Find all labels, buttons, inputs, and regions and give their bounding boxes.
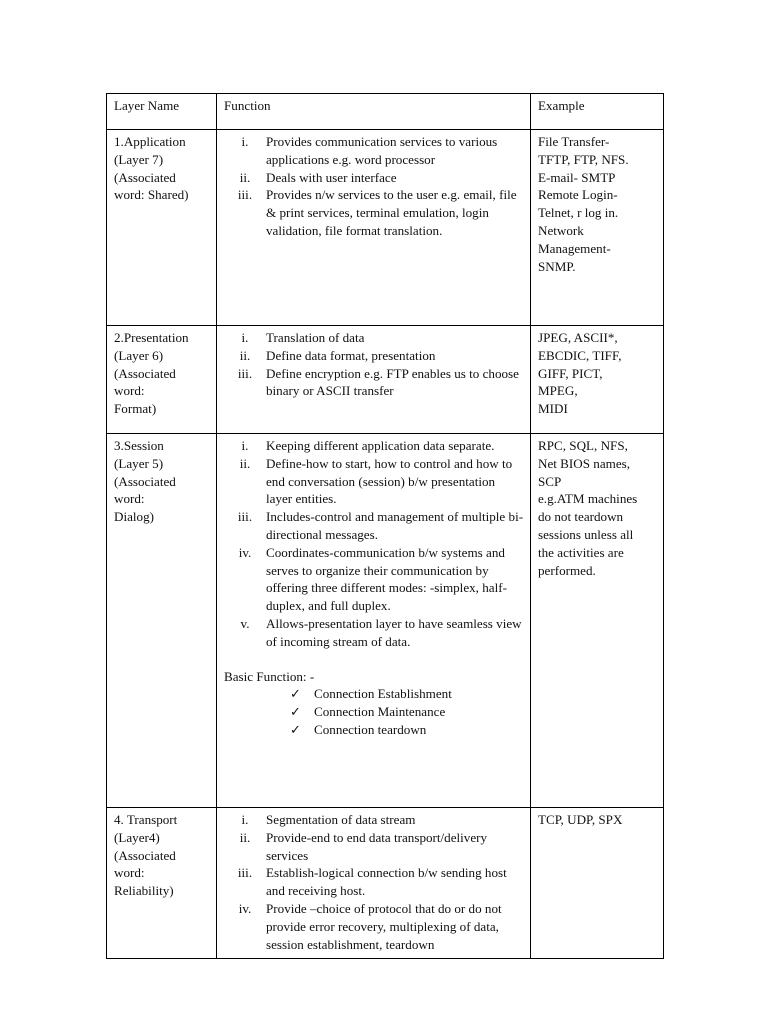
layer-cell — [107, 326, 217, 434]
layer-line: Reliability) — [114, 883, 174, 899]
layer-line: 3.Session — [114, 438, 164, 453]
example-line: EBCDIC, TIFF, — [538, 347, 622, 363]
example-line: Management- — [538, 240, 611, 256]
function-cell — [217, 326, 531, 434]
layer-cell — [107, 808, 217, 959]
function-item — [224, 169, 524, 187]
example-line: TFTP, FTP, NFS. — [538, 151, 629, 167]
item-number: ii. — [239, 169, 251, 185]
checkmark-icon: ✓ — [290, 721, 301, 737]
function-item — [224, 365, 524, 401]
example-line: do not teardown — [538, 509, 624, 525]
basic-function-item — [290, 685, 524, 703]
layer-line: (Layer 7) — [114, 151, 164, 167]
layer-line: 2.Presentation — [114, 330, 189, 345]
checkmark-icon: ✓ — [290, 704, 301, 720]
item-text: Translation of data — [266, 330, 365, 345]
item-text: Provide –choice of protocol that do or do not provide error recovery, multiplexing of data, session establishment, teardown — [266, 900, 502, 952]
example-line: MPEG, — [538, 383, 578, 399]
item-number: iii. — [237, 365, 253, 381]
layer-line: (Layer 5) — [114, 455, 164, 471]
basic-item-text: Connection Maintenance — [314, 704, 446, 720]
layer-line: 1.Application — [114, 134, 186, 149]
function-item — [224, 133, 524, 169]
basic-item-text: Connection Establishment — [314, 686, 452, 702]
example-line: MIDI — [538, 401, 568, 417]
example-line: File Transfer- — [538, 134, 610, 149]
item-number: iii. — [237, 865, 253, 881]
row-presentation — [107, 326, 664, 434]
function-item — [224, 615, 524, 651]
layer-line: (Associated — [114, 365, 176, 381]
item-number: i. — [241, 812, 249, 827]
example-line: e.g.ATM machines — [538, 491, 638, 507]
example-line: Telnet, r log in. — [538, 205, 619, 221]
item-text: Define data format, presentation — [266, 347, 436, 363]
function-item — [224, 186, 524, 239]
item-text: Provide-end to end data transport/delivery services — [266, 829, 488, 863]
layer-line: word: — [114, 865, 145, 881]
checkmark-icon: ✓ — [290, 686, 301, 702]
layer-line: Dialog) — [114, 509, 154, 525]
layer-line: (Associated — [114, 473, 176, 489]
layer-line: (Layer 6) — [114, 347, 164, 363]
function-item — [224, 811, 524, 829]
layer-cell — [107, 130, 217, 326]
item-number: ii. — [239, 347, 251, 363]
row-session — [107, 434, 664, 808]
layer-line: 4. Transport — [114, 812, 178, 827]
item-text: Deals with user interface — [266, 169, 397, 185]
layer-line: word: Shared) — [114, 187, 189, 203]
example-cell — [531, 808, 664, 959]
osi-layers-table — [106, 93, 664, 959]
function-item — [224, 544, 524, 615]
function-item — [224, 347, 524, 365]
function-item — [224, 329, 524, 347]
item-number: i. — [241, 330, 249, 345]
example-line: the activities are — [538, 544, 624, 560]
example-cell — [531, 326, 664, 434]
item-number: i. — [241, 438, 249, 453]
function-cell — [217, 434, 531, 808]
row-transport — [107, 808, 664, 959]
function-item — [224, 829, 524, 865]
item-number: ii. — [239, 455, 251, 471]
layer-cell — [107, 434, 217, 808]
basic-function-item — [290, 721, 524, 739]
header-example: Example — [531, 94, 664, 130]
example-line: SNMP. — [538, 258, 576, 274]
row-application — [107, 130, 664, 326]
item-number: iv. — [238, 900, 252, 916]
item-number: i. — [241, 134, 249, 149]
function-cell — [217, 130, 531, 326]
example-line: performed. — [538, 562, 596, 578]
header-row — [107, 94, 664, 130]
example-cell — [531, 434, 664, 808]
item-text: Includes-control and management of multiple bi-directional messages. — [266, 509, 524, 542]
function-item — [224, 508, 524, 544]
example-line: Net BIOS names, — [538, 455, 631, 471]
layer-line: (Associated — [114, 169, 176, 185]
function-item — [224, 455, 524, 508]
example-line: RPC, SQL, NFS, — [538, 438, 628, 453]
example-line: TCP, UDP, SPX — [538, 812, 623, 827]
layer-line: word: — [114, 491, 145, 507]
item-text: Coordinates-communication b/w systems and serves to organize their communication by offering three different modes: -simplex, half-duplex, and full duplex. — [266, 544, 507, 614]
item-text: Provides communication services to various applications e.g. word processor — [266, 134, 498, 167]
layer-line: word: — [114, 383, 145, 399]
basic-function-item — [290, 703, 524, 721]
example-line: Remote Login- — [538, 187, 618, 203]
item-number: iii. — [237, 187, 253, 203]
example-line: E-mail- SMTP — [538, 169, 616, 185]
header-function: Function — [217, 94, 531, 130]
header-layer-name: Layer Name — [107, 94, 217, 130]
basic-item-text: Connection teardown — [314, 721, 427, 737]
item-text: Allows-presentation layer to have seamless view of incoming stream of data. — [266, 615, 522, 649]
item-text: Establish-logical connection b/w sending host and receiving host. — [266, 865, 507, 899]
example-line: sessions unless all — [538, 526, 634, 542]
item-text: Define encryption e.g. FTP enables us to choose binary or ASCII transfer — [266, 365, 519, 399]
function-item — [224, 437, 524, 455]
layer-line: (Layer4) — [114, 829, 160, 845]
example-line: GIFF, PICT, — [538, 365, 603, 381]
item-text: Provides n/w services to the user e.g. email, file & print services, terminal emulation, login validation, file format translation. — [266, 187, 517, 238]
layer-line: (Associated — [114, 847, 176, 863]
item-text: Keeping different application data separate. — [266, 438, 495, 453]
item-number: v. — [240, 615, 250, 631]
example-line: SCP — [538, 473, 562, 489]
basic-function-label: Basic Function: - — [224, 668, 315, 684]
item-number: iv. — [238, 544, 252, 560]
function-item — [224, 900, 524, 953]
function-cell — [217, 808, 531, 959]
item-text: Define-how to start, how to control and how to end conversation (session) b/w presentation layer entities. — [266, 455, 513, 507]
example-line: Network — [538, 222, 584, 238]
item-number: ii. — [239, 829, 251, 845]
example-cell — [531, 130, 664, 326]
example-line: JPEG, ASCII*, — [538, 330, 618, 345]
item-number: iii. — [237, 509, 253, 525]
item-text: Segmentation of data stream — [266, 812, 416, 827]
function-item — [224, 864, 524, 900]
layer-line: Format) — [114, 401, 157, 417]
